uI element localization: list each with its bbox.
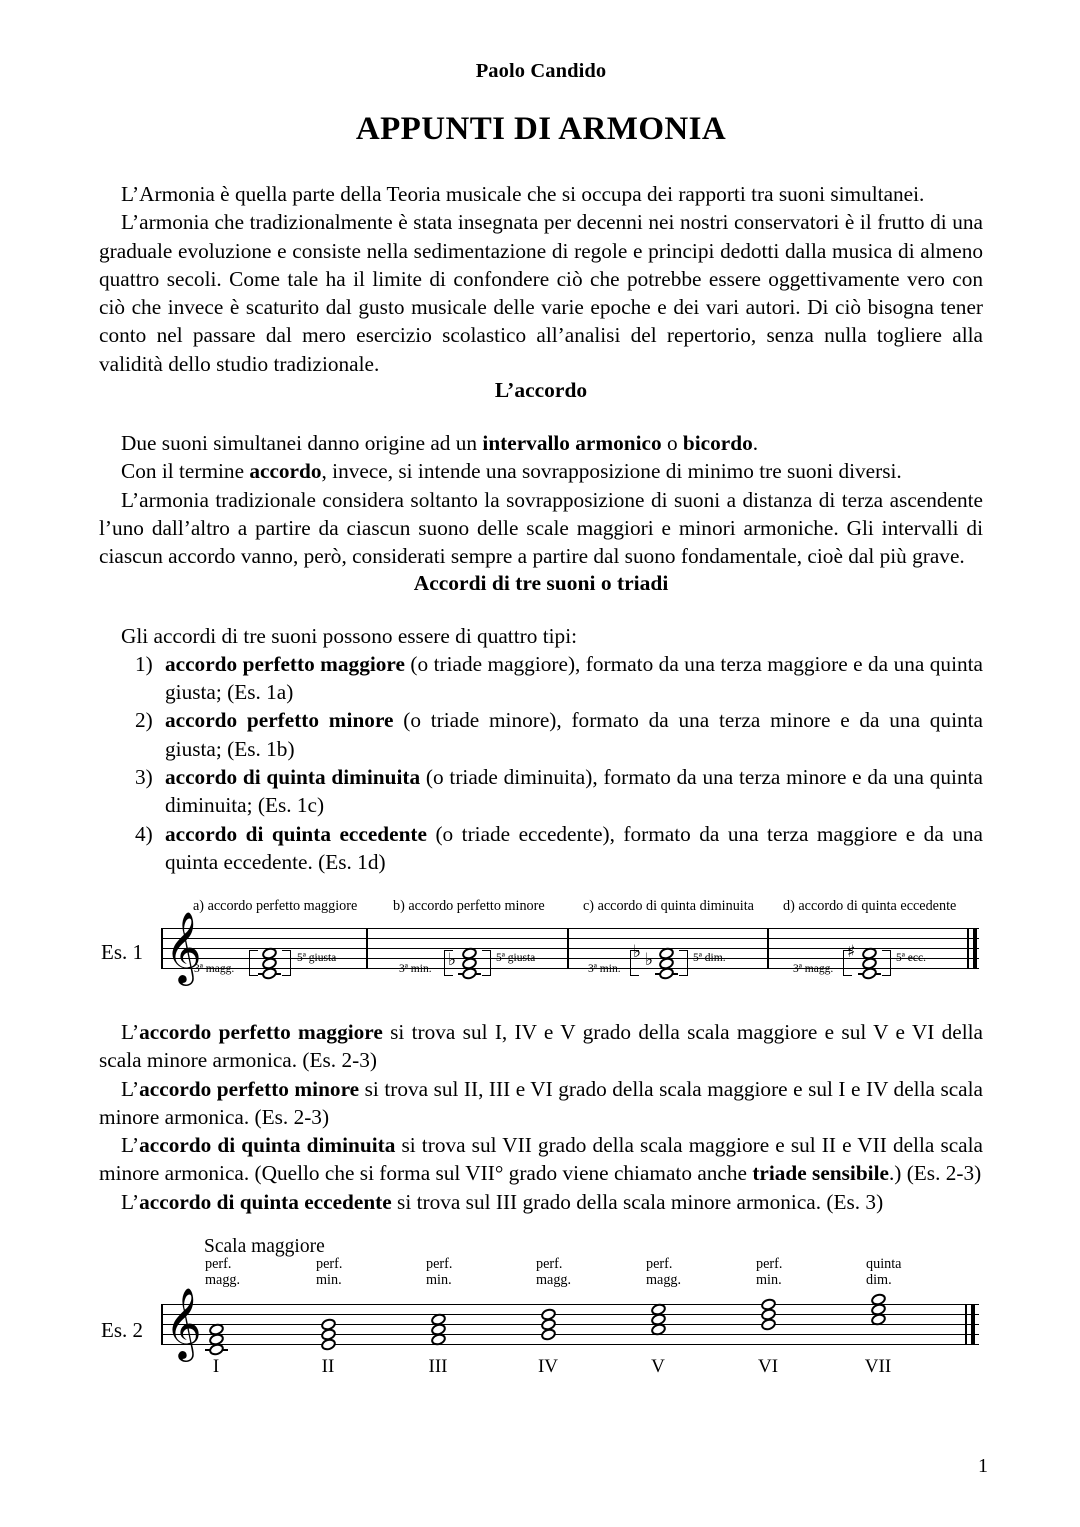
quality-line-1: perf. [316, 1256, 343, 1272]
interval-label-fifth-a: 5ª giusta [297, 952, 337, 964]
flat-accidental-b: ♭ [448, 950, 457, 970]
term-accordo-perfetto-minore: accordo perfetto minore [139, 1076, 360, 1101]
music-example-2 [99, 1236, 983, 1376]
example-2-label: Es. 2 [101, 1318, 143, 1342]
interval-label-third-b: 3ª min. [399, 963, 432, 975]
list-item-text: (o triade minore), formato da una terza minore e da una quinta giusta; (Es. 1b) [165, 708, 984, 761]
list-item-number: 3) [135, 765, 153, 790]
interval-label-fifth-c: 5ª dim. [693, 952, 726, 964]
barline-3 [767, 928, 769, 969]
section-heading-triadi: Accordi di tre suoni o triadi [413, 570, 669, 595]
term-intervallo-armonico: intervallo armonico [482, 431, 662, 456]
barline-end-thick [971, 1304, 975, 1345]
accordo-p2-part-a: Con il termine [121, 459, 250, 484]
bracket-third-d-end [882, 950, 891, 976]
interval-label-third-d: 3ª magg. [793, 963, 834, 975]
accordo-paragraph-2 [99, 457, 983, 485]
term-triade-sensibile: triade sensibile [752, 1161, 889, 1186]
accordo-block [99, 429, 983, 570]
post-p1-a: L’ [121, 1020, 140, 1044]
treble-clef-icon: 𝄞 [165, 1286, 202, 1359]
intro-paragraph-1: L’Armonia è quella parte della Teoria musicale che si occupa dei rapporti tra suoni simultanei. [121, 182, 925, 206]
post-p4-a: L’ [121, 1189, 140, 1214]
barline-start [161, 1304, 163, 1345]
section-heading-accordo: L’accordo [494, 378, 588, 403]
barline-end-thin [967, 928, 969, 969]
post-paragraph-2 [99, 1075, 983, 1132]
quality-line-2: magg. [536, 1272, 572, 1288]
quality-line-2: min. [316, 1272, 342, 1288]
accordo-p1-part-a: Due suoni simultanei danno origine ad un [121, 431, 483, 456]
sharp-accidental-d: ♯ [847, 942, 856, 962]
accordo-p1-part-c: o [661, 431, 683, 456]
term-accordo-perfetto-maggiore: accordo perfetto maggiore [139, 1020, 383, 1044]
example-2-scale-title: Scala maggiore [204, 1236, 325, 1257]
post-paragraph-3 [99, 1131, 983, 1188]
bracket-third-c [630, 950, 639, 976]
term-bicordo: bicordo [682, 431, 753, 456]
term-accordo-quinta-eccedente: accordo di quinta eccedente [139, 1189, 392, 1214]
example-2-staff [161, 1304, 979, 1344]
example-1-label: Es. 1 [101, 940, 143, 964]
list-item-term: accordo perfetto minore [165, 708, 394, 733]
post-p4-c: si trova sul III grado della scala minore armonica. (Es. 3) [391, 1189, 884, 1214]
page-number: 1 [978, 1455, 988, 1477]
post-paragraph-4 [99, 1188, 983, 1216]
triadi-block [99, 622, 983, 877]
list-item [99, 820, 983, 877]
list-item-text: (o triade diminuita), formato da una terza minore e da una quinta diminuita; (Es. 1c) [165, 765, 983, 818]
quality-line-1: perf. [646, 1256, 673, 1272]
degree-label: V [651, 1356, 665, 1377]
bracket-third-d [843, 950, 852, 976]
accordo-paragraph-3: L’armonia tradizionale considera soltanto la sovrapposizione di suoni a distanza di terza ascendente l’uno dall’altro a partire da ciascun suono delle scale maggiori e minori armoniche. Gli intervalli di ciascun accordo vanno, però, considerati sempre a partire dal suono fondamentale, cioè dal più grave. [99, 487, 983, 569]
degree-label: VII [864, 1356, 892, 1377]
barline-1 [366, 928, 368, 969]
quality-line-1: perf. [205, 1256, 232, 1272]
interval-label-third-a: 3ª magg. [194, 963, 235, 975]
interval-label-fifth-b: 5ª giusta [496, 952, 536, 964]
barline-start [161, 928, 163, 969]
list-item-term: accordo di quinta eccedente [165, 821, 427, 846]
example-1-caption-c: c) accordo di quinta diminuita [583, 898, 754, 914]
list-item [99, 706, 983, 763]
music-example-1 [99, 898, 983, 1008]
intro-paragraph-2: L’armonia che tradizionalmente è stata insegnata per decenni nei nostri conservatori è il frutto di una graduale evoluzione e consiste nella sedimentazione di regole e principi dedotti dalla musica di almeno quattro secoli. Come tale ha il limite di confondere ciò che potrebbe essere oggettivamente vero con ciò che invece è scaturito dal gusto musicale delle varie epoche e dei vari autori. Di ciò bisogna tener conto nel passare dal mero esercizio scolastico all’analisi del repertorio, senza nulla togliere alla validità dello studio tradizionale. [99, 210, 983, 376]
term-accordo-quinta-diminuita: accordo di quinta diminuita [139, 1133, 396, 1158]
barline-end-thick [973, 928, 977, 969]
interval-label-third-c: 3ª min. [588, 963, 621, 975]
example-1-caption-d: d) accordo di quinta eccedente [783, 898, 957, 914]
triadi-lead-text: Gli accordi di tre suoni possono essere di quattro tipi: [121, 623, 578, 648]
post-p3-e: .) (Es. 2-3) [888, 1161, 982, 1186]
example-1-caption-b: b) accordo perfetto minore [393, 898, 545, 914]
post-p1-c: si trova sul I, IV e V grado della scala maggiore e sul V e VI della scala minore armonica. (Es. 2-3) [99, 1020, 983, 1073]
barline-2 [567, 928, 569, 969]
quality-line-1: quinta [866, 1256, 902, 1272]
post-p2-c: si trova sul II, III e VI grado della scala maggiore e sul I e IV della scala minore armonica. (Es. 2-3) [99, 1076, 984, 1129]
flat-accidental-c2: ♭ [633, 942, 642, 962]
term-accordo: accordo [249, 459, 322, 484]
list-item-number: 1) [135, 651, 153, 676]
degree-label: II [321, 1356, 335, 1377]
interval-label-fifth-d: 5ª ecc. [896, 952, 926, 964]
list-item-number: 2) [135, 708, 153, 733]
quality-line-2: magg. [205, 1272, 241, 1288]
bracket-third-b [444, 950, 453, 976]
example-1-caption-a: a) accordo perfetto maggiore [193, 898, 358, 914]
document-content [99, 0, 983, 876]
list-item [99, 763, 983, 820]
accordo-paragraph-1 [99, 429, 983, 457]
post-p3-a: L’ [121, 1133, 140, 1158]
triad-types-list [99, 650, 983, 876]
treble-clef-icon: 𝄞 [165, 910, 202, 983]
post-p3-c: si trova sul VII grado della scala maggiore e sul II e VII della scala minore armonica. (Quello che si forma sul VII° grado viene chiamato anche [99, 1133, 984, 1186]
barline-end-thin [965, 1304, 967, 1345]
bracket-third-b-end [482, 950, 491, 976]
degree-label: III [428, 1356, 448, 1377]
intro-block [99, 180, 983, 378]
list-item-term: accordo di quinta diminuita [165, 765, 421, 790]
quality-line-1: perf. [536, 1256, 563, 1272]
degree-label: VI [757, 1356, 779, 1377]
list-item-term: accordo perfetto maggiore [165, 651, 405, 676]
page-title: APPUNTI DI ARMONIA [355, 111, 727, 147]
post-example-1-text [99, 1018, 983, 1216]
quality-line-2: magg. [646, 1272, 682, 1288]
list-item-text: (o triade eccedente), formato da una terza maggiore e da una quinta eccedente. (Es. 1d) [165, 821, 983, 874]
quality-line-1: perf. [426, 1256, 453, 1272]
accordo-p2-part-c: , invece, si intende una sovrapposizione di minimo tre suoni diversi. [321, 459, 902, 484]
post-p2-a: L’ [121, 1076, 140, 1101]
accordo-p1-part-e: . [752, 431, 759, 456]
author-name: Paolo Candido [475, 60, 607, 82]
post-paragraph-1 [99, 1018, 983, 1075]
quality-line-2: dim. [866, 1272, 892, 1288]
list-item-number: 4) [135, 821, 153, 846]
quality-line-1: perf. [756, 1256, 783, 1272]
list-item [99, 650, 983, 707]
degree-label: IV [537, 1356, 559, 1377]
flat-accidental-c1: ♭ [645, 950, 654, 970]
list-item-text: (o triade maggiore), formato da una terza maggiore e da una quinta giusta; (Es. 1a) [165, 651, 983, 705]
quality-line-2: min. [756, 1272, 782, 1288]
bracket-third-a-end [282, 950, 291, 976]
degree-label: I [212, 1356, 220, 1377]
quality-line-2: min. [426, 1272, 452, 1288]
bracket-third-a [249, 950, 258, 976]
bracket-third-c-end [679, 950, 688, 976]
